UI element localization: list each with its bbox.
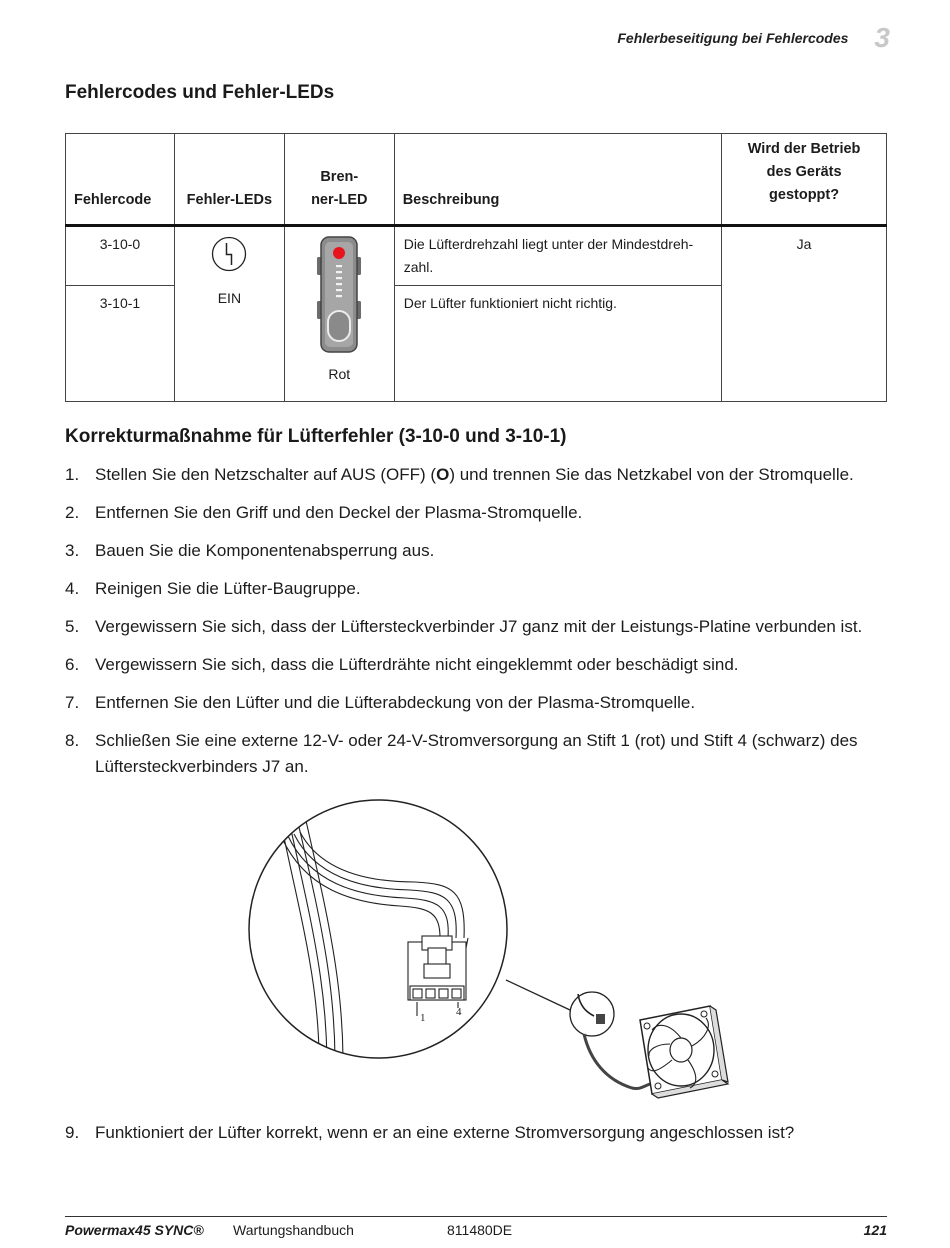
section-title-error-codes: Fehlercodes und Fehler-LEDs [65, 82, 335, 103]
burner-led-red-dot [333, 247, 345, 259]
col-header-stopped: Wird der Betrieb des Geräts gestoppt? [722, 134, 887, 226]
table-header-row [66, 134, 887, 226]
running-header [617, 22, 890, 53]
fan-connector-figure [240, 798, 740, 1115]
header-title: Fehlerbeseitigung bei Fehlercodes [617, 30, 849, 46]
fault-led-cell [174, 226, 284, 402]
page-footer [65, 1216, 887, 1238]
pin4-label: 4 [456, 1006, 462, 1018]
led-state-label: EIN [217, 290, 242, 306]
list-item: 3. Bauen Sie die Komponentenabsperrung aus. [65, 541, 435, 560]
list-item: 9. Funktioniert der Lüfter korrekt, wenn er an eine externe Stromversorgung angeschlossen ist? [65, 1123, 795, 1142]
stopped-cell: Ja [722, 226, 887, 402]
list-item: 5. Vergewissern Sie sich, dass der Lüftersteckverbinder J7 ganz mit der Leistungs-Platine verbunden ist. [65, 617, 863, 636]
pin1-label: 1 [420, 1012, 426, 1024]
footer-doc-type: Wartungshandbuch [233, 1222, 354, 1238]
error-code-table [65, 133, 887, 402]
description-cell: Der Lüfter funktioniert nicht richtig. [394, 286, 721, 402]
table-row [66, 226, 887, 286]
list-item: 6. Vergewissern Sie sich, dass die Lüfterdrähte nicht eingeklemmt oder beschädigt sind. [65, 655, 739, 674]
list-item: 1. Stellen Sie den Netzschalter auf AUS (OFF) (O) und trennen Sie das Netzkabel von der Stromquelle. [65, 465, 854, 484]
list-item: 8. Schließen Sie eine externe 12-V- oder 24-V-Stromversorgung an Stift 1 (rot) und Stift 4 (schwarz) des Lüftersteckverbinders J7 an. [65, 731, 858, 776]
fan-connector-illustration [240, 798, 740, 1110]
list-item: 2. Entfernen Sie den Griff und den Deckel der Plasma-Stromquelle. [65, 503, 583, 522]
col-header-code: Fehlercode [66, 134, 175, 226]
off-symbol: O [436, 465, 450, 484]
fault-led-icon [211, 235, 247, 273]
procedure-steps [65, 462, 895, 792]
footer-page-number: 121 [863, 1222, 887, 1238]
chapter-number: 3 [874, 22, 890, 53]
footer-product: Powermax45 SYNC® [65, 1222, 204, 1238]
col-header-description: Beschreibung [394, 134, 721, 226]
burner-led-cell [284, 226, 394, 402]
description-cell: Die Lüfterdrehzahl liegt unter der Mindestdreh-zahl. [394, 226, 721, 286]
col-header-leds: Fehler-LEDs [174, 134, 284, 226]
list-item: 4. Reinigen Sie die Lüfter-Baugruppe. [65, 579, 361, 598]
burner-led-indicator-icon [316, 235, 362, 357]
error-code-cell: 3-10-1 [66, 286, 175, 402]
footer-doc-number: 811480DE [447, 1222, 513, 1238]
col-header-burner-led: Bren- ner-LED [284, 134, 394, 226]
error-code-cell: 3-10-0 [66, 226, 175, 286]
section-title-corrective-action: Korrekturmaßnahme für Lüfterfehler (3-10-0 und 3-10-1) [65, 426, 567, 447]
burner-led-color-label: Rot [328, 366, 351, 382]
fan-icon [640, 1006, 728, 1098]
list-item: 7. Entfernen Sie den Lüfter und die Lüfterabdeckung von der Plasma-Stromquelle. [65, 693, 696, 712]
